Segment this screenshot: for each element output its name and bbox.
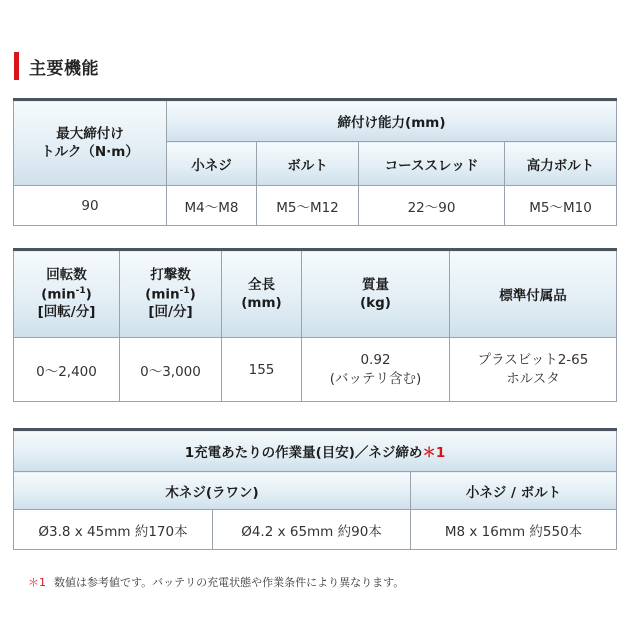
sub-header-small-screw: 小ネジ bbox=[167, 142, 257, 186]
specs-table bbox=[13, 248, 617, 402]
footnote-text: 数値は参考値です。バッテリの充電状態や作業条件により異なります。 bbox=[54, 576, 405, 589]
rpm-header: 回転数 $(\min^{-1})$ [回転/分] bbox=[14, 250, 120, 338]
page-title: 主要機能 bbox=[29, 58, 99, 79]
machine-screw-bolt-header: 小ネジ / ボルト bbox=[411, 472, 617, 510]
footnote bbox=[28, 574, 404, 590]
workload-header: 1充電あたりの作業量(目安)／ネジ締め＊1 bbox=[14, 430, 617, 472]
mass-header: 質量 (kg) bbox=[302, 250, 450, 338]
sub-header-bolt: ボルト bbox=[257, 142, 359, 186]
max-torque-header: 最大締付け トルク（N·m） bbox=[14, 100, 167, 186]
wood-screw-value-2: Ø4.2 x 65mm 約90本 bbox=[213, 510, 411, 550]
title-accent-bar bbox=[14, 52, 19, 80]
length-value: 155 bbox=[222, 338, 302, 402]
bolt-value: M5〜M12 bbox=[257, 186, 359, 226]
sub-header-high-strength-bolt: 高力ボルト bbox=[505, 142, 617, 186]
wood-screw-header: 木ネジ(ラワン) bbox=[14, 472, 411, 510]
accessory-value: プラスビット2-65 ホルスタ bbox=[450, 338, 617, 402]
coarse-thread-value: 22〜90 bbox=[359, 186, 505, 226]
length-header: 全長 (mm) bbox=[222, 250, 302, 338]
rpm-value: 0〜2,400 bbox=[14, 338, 120, 402]
capacity-header: 締付け能力(mm) bbox=[167, 100, 617, 142]
workload-table bbox=[13, 428, 617, 550]
sub-header-coarse-thread: コーススレッド bbox=[359, 142, 505, 186]
high-strength-bolt-value: M5〜M10 bbox=[505, 186, 617, 226]
wood-screw-value-1: Ø3.8 x 45mm 約170本 bbox=[14, 510, 213, 550]
small-screw-value: M4〜M8 bbox=[167, 186, 257, 226]
section-title bbox=[14, 52, 99, 80]
torque-value: 90 bbox=[14, 186, 167, 226]
footnote-marker: ＊1 bbox=[422, 445, 446, 461]
machine-screw-value: M8 x 16mm 約550本 bbox=[411, 510, 617, 550]
ipm-header: 打撃数 $(\min^{-1})$ [回/分] bbox=[120, 250, 222, 338]
ipm-value: 0〜3,000 bbox=[120, 338, 222, 402]
mass-value: 0.92 (バッテリ含む) bbox=[302, 338, 450, 402]
footnote-mark: ＊1 bbox=[28, 576, 46, 589]
accessory-header: 標準付属品 bbox=[450, 250, 617, 338]
torque-capacity-table bbox=[13, 98, 617, 226]
